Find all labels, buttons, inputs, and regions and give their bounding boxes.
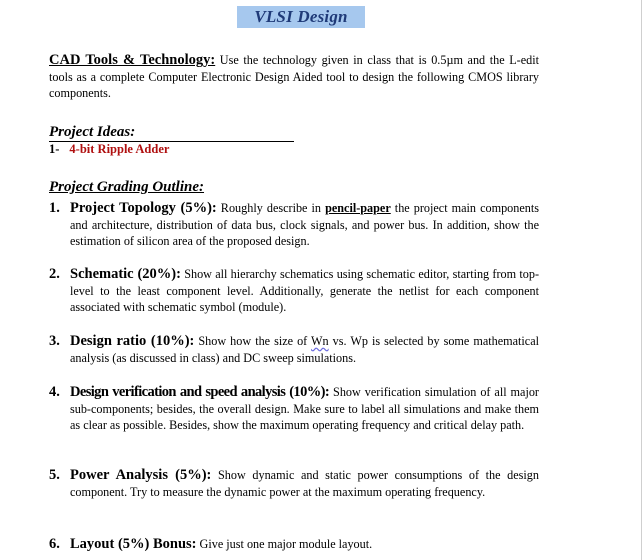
grading-item-topology	[49, 200, 539, 250]
item-text: the project main components and architecture, distribution of data bus, clock signals, and power bus. In addition, show the estimation of silicon area of the proposed design.	[70, 201, 539, 248]
item-heading: Project Topology (5%):	[70, 200, 217, 216]
grading-outline-heading: Project Grading Outline:	[49, 179, 205, 195]
item-heading: Layout (5%) Bonus:	[70, 536, 197, 552]
item-number: 5.	[49, 467, 60, 483]
item-heading: Schematic (20%):	[70, 266, 181, 282]
item-text: vs. Wp is selected by some mathematical analysis (as discussed in class) and DC sweep simulations.	[70, 334, 539, 365]
grading-item-power	[49, 467, 539, 500]
project-ideas-heading: Project Ideas:	[49, 124, 294, 142]
item-emphasis: Wn	[311, 334, 329, 348]
item-number: 3.	[49, 333, 60, 349]
item-number: 4.	[49, 384, 60, 400]
item-heading: Design verification and speed analysis (10%):	[70, 384, 330, 400]
grading-item-schematic	[49, 266, 539, 316]
item-text: Roughly describe in	[216, 201, 326, 215]
item-heading: Design ratio (10%):	[70, 333, 195, 349]
cad-tools-paragraph	[49, 52, 539, 102]
item-number: 2.	[49, 266, 60, 282]
cad-tools-text: Use the technology given in class that is 0.5µm and the L-edit tools as a complete Computer Electronic Design Aided tool to design the following CMOS library components.	[49, 53, 539, 100]
item-emphasis: pencil-paper	[325, 201, 391, 215]
grading-item-verification	[49, 384, 539, 434]
cad-tools-heading: CAD Tools & Technology:	[49, 52, 216, 68]
item-number: 6.	[49, 536, 60, 552]
idea-list-item	[49, 142, 169, 157]
item-number: 1.	[49, 200, 60, 216]
title-highlight	[237, 6, 365, 28]
item-text: Show how the size of	[194, 334, 312, 348]
item-text: Show dynamic and static power consumptions of the design component. Try to measure the dynamic power at the maximum operating frequency.	[70, 468, 539, 499]
item-text: Show all hierarchy schematics using schematic editor, starting from top-level to the least component level. Additionally, generate the netlist for each component associated with schematic symbol (module).	[70, 267, 539, 314]
idea-number: 1-	[49, 142, 60, 156]
document-title: VLSI Design	[254, 7, 348, 26]
item-heading: Power Analysis (5%):	[70, 467, 212, 483]
item-text: Give just one major module layout.	[196, 537, 373, 551]
idea-text: 4-bit Ripple Adder	[69, 142, 170, 156]
grading-item-design-ratio	[49, 333, 539, 366]
grading-item-layout	[49, 536, 539, 553]
item-text: Show verification simulation of all major sub-components; besides, the overall design. Make sure to label all simulations and make them as clear as possible. Besides, show the maximum operating frequency and critical delay path.	[70, 385, 539, 432]
